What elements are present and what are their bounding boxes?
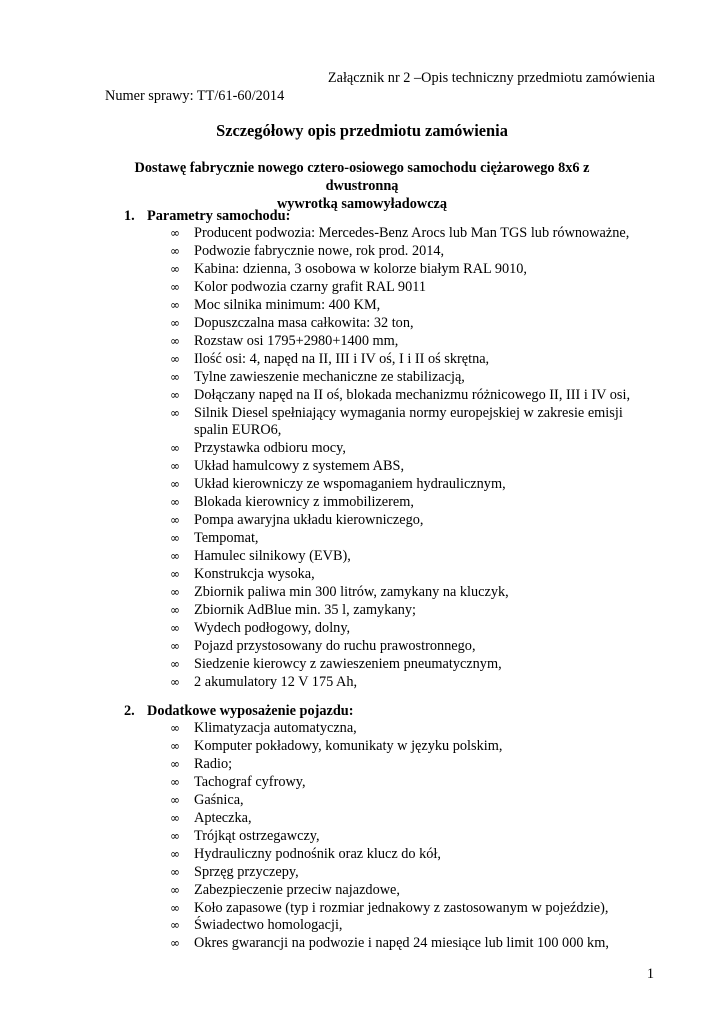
list-item-text: Świadectwo homologacji,: [194, 917, 343, 934]
infinity-bullet-icon: ∞: [170, 279, 180, 294]
infinity-bullet-icon: ∞: [170, 774, 180, 789]
list-item: [124, 351, 664, 369]
list-item: [124, 738, 664, 756]
list-item-text: Zabezpieczenie przeciw najazdowe,: [194, 881, 400, 898]
section-heading: [124, 702, 664, 720]
list-item: [124, 476, 664, 494]
list-item-text: Kabina: dzienna, 3 osobowa w kolorze białym RAL 9010,: [194, 260, 527, 277]
infinity-bullet-icon: ∞: [170, 900, 180, 915]
list-item: [124, 882, 664, 900]
equipment-list: [124, 720, 664, 953]
list-item-text: Zbiornik AdBlue min. 35 l, zamykany;: [194, 602, 416, 619]
infinity-bullet-icon: ∞: [170, 369, 180, 384]
list-item-text: Komputer pokładowy, komunikaty w języku polskim,: [194, 737, 503, 754]
infinity-bullet-icon: ∞: [170, 738, 180, 753]
infinity-bullet-icon: ∞: [170, 567, 180, 582]
list-item: [124, 656, 664, 674]
list-item: [124, 440, 664, 458]
section-title: Dodatkowe wyposażenie pojazdu:: [147, 703, 354, 719]
list-item: [124, 584, 664, 602]
list-item-text: 2 akumulatory 12 V 175 Ah,: [194, 673, 358, 690]
page-number: 1: [646, 966, 654, 982]
list-item: [124, 900, 664, 918]
list-item: [124, 674, 664, 692]
list-item-text: Siedzenie kierowcy z zawieszeniem pneumatycznym,: [194, 655, 502, 672]
document-subtitle: [100, 159, 624, 213]
list-item-text: Hamulec silnikowy (EVB),: [194, 548, 351, 565]
list-item: [124, 917, 664, 935]
list-item: [124, 369, 664, 387]
subtitle-line-1: Dostawę fabrycznie nowego cztero-osiowego samochodu ciężarowego 8x6 z dwustronną: [134, 160, 590, 194]
list-item-text: Sprzęg przyczepy,: [194, 863, 299, 880]
section-number: 1.: [124, 208, 135, 224]
list-item-text: Pojazd przystosowany do ruchu prawostronnego,: [194, 637, 476, 654]
infinity-bullet-icon: ∞: [170, 495, 180, 510]
list-item: [124, 405, 664, 441]
list-item: [124, 512, 664, 530]
list-item-text: Wydech podłogowy, dolny,: [194, 619, 351, 636]
list-item: [124, 792, 664, 810]
attachment-label: Załącznik nr 2 –Opis techniczny przedmiotu zamówienia: [327, 70, 655, 86]
list-item: [124, 243, 664, 261]
section-heading: [124, 207, 664, 225]
list-item-text: Producent podwozia: Mercedes-Benz Arocs lub Man TGS lub równoważne,: [194, 225, 630, 241]
infinity-bullet-icon: ∞: [170, 918, 180, 933]
list-item-text: Tempomat,: [194, 530, 259, 547]
list-item-text: Trójkąt ostrzegawczy,: [194, 827, 320, 844]
list-item-text: Rozstaw osi 1795+2980+1400 mm,: [194, 332, 399, 349]
list-item: [124, 315, 664, 333]
case-number: Numer sprawy: TT/61-60/2014: [105, 88, 285, 104]
list-item: [124, 566, 664, 584]
list-item: [124, 333, 664, 351]
list-item-text: Pompa awaryjna układu kierowniczego,: [194, 512, 424, 529]
list-item: [124, 774, 664, 792]
infinity-bullet-icon: ∞: [170, 405, 180, 420]
list-item-text: Podwozie fabrycznie nowe, rok prod. 2014,: [194, 242, 445, 259]
list-item-text: Apteczka,: [194, 809, 252, 826]
list-item-text: Radio;: [194, 755, 233, 772]
infinity-bullet-icon: ∞: [170, 477, 180, 492]
list-item: [124, 225, 664, 243]
infinity-bullet-icon: ∞: [170, 585, 180, 600]
infinity-bullet-icon: ∞: [170, 864, 180, 879]
infinity-bullet-icon: ∞: [170, 531, 180, 546]
list-item: [124, 458, 664, 476]
infinity-bullet-icon: ∞: [170, 810, 180, 825]
infinity-bullet-icon: ∞: [170, 441, 180, 456]
list-item-text: Tachograf cyfrowy,: [194, 773, 306, 790]
list-item-text: Przystawka odbioru mocy,: [194, 440, 346, 457]
infinity-bullet-icon: ∞: [170, 351, 180, 366]
infinity-bullet-icon: ∞: [170, 828, 180, 843]
section-title: Parametry samochodu:: [147, 208, 291, 224]
infinity-bullet-icon: ∞: [170, 936, 180, 951]
infinity-bullet-icon: ∞: [170, 243, 180, 258]
infinity-bullet-icon: ∞: [170, 674, 180, 689]
list-item-text: Klimatyzacja automatyczna,: [194, 720, 357, 736]
list-item: [124, 864, 664, 882]
list-item-text: Układ kierowniczy ze wspomaganiem hydraulicznym,: [194, 476, 506, 493]
list-item-text-line: Silnik Diesel spełniający wymagania normy europejskiej w zakresie emisji: [194, 404, 623, 421]
infinity-bullet-icon: ∞: [170, 656, 180, 671]
infinity-bullet-icon: ∞: [170, 620, 180, 635]
list-item-text: Moc silnika minimum: 400 KM,: [194, 296, 381, 313]
infinity-bullet-icon: ∞: [170, 333, 180, 348]
infinity-bullet-icon: ∞: [170, 315, 180, 330]
list-item-text: Koło zapasowe (typ i rozmiar jednakowy z zastosowanym w pojeździe),: [194, 899, 609, 916]
section-additional-equipment: [124, 702, 664, 953]
list-item: [124, 638, 664, 656]
list-item: [124, 494, 664, 512]
infinity-bullet-icon: ∞: [170, 721, 180, 735]
infinity-bullet-icon: ∞: [170, 638, 180, 653]
list-item: [124, 620, 664, 638]
list-item-text: Układ hamulcowy z systemem ABS,: [194, 458, 405, 475]
list-item: [124, 387, 664, 405]
infinity-bullet-icon: ∞: [170, 459, 180, 474]
section-vehicle-parameters: [124, 207, 664, 692]
list-item-text: Okres gwarancji na podwozie i napęd 24 miesiące lub limit 100 000 km,: [194, 935, 609, 952]
list-item-text: [194, 405, 664, 441]
list-item: [124, 297, 664, 315]
list-item-text: Kolor podwozia czarny grafit RAL 9011: [194, 278, 426, 295]
subtitle-line-2: wywrotką samowyładowczą: [276, 196, 448, 212]
list-item: [124, 828, 664, 846]
list-item: [124, 846, 664, 864]
list-item-text: Dopuszczalna masa całkowita: 32 ton,: [194, 314, 414, 331]
list-item-text: Konstrukcja wysoka,: [194, 566, 315, 583]
list-item: [124, 548, 664, 566]
infinity-bullet-icon: ∞: [170, 513, 180, 528]
infinity-bullet-icon: ∞: [170, 792, 180, 807]
infinity-bullet-icon: ∞: [170, 261, 180, 276]
infinity-bullet-icon: ∞: [170, 549, 180, 564]
parameter-list: [124, 225, 664, 692]
list-item: [124, 279, 664, 297]
document-title: Szczegółowy opis przedmiotu zamówienia: [216, 121, 508, 140]
list-item-text: Hydrauliczny podnośnik oraz klucz do kół,: [194, 845, 441, 862]
list-item: [124, 810, 664, 828]
infinity-bullet-icon: ∞: [170, 226, 180, 240]
infinity-bullet-icon: ∞: [170, 846, 180, 861]
infinity-bullet-icon: ∞: [170, 387, 180, 402]
list-item-text: Gaśnica,: [194, 791, 244, 808]
list-item-text: Zbiornik paliwa min 300 litrów, zamykany na kluczyk,: [194, 584, 509, 601]
section-number: 2.: [124, 703, 135, 719]
list-item-text: Dołączany napęd na II oś, blokada mechanizmu różnicowego II, III i IV osi,: [194, 386, 631, 403]
list-item: [124, 602, 664, 620]
list-item-text: Ilość osi: 4, napęd na II, III i IV oś, I i II oś skrętna,: [194, 350, 490, 367]
infinity-bullet-icon: ∞: [170, 297, 180, 312]
list-item: [124, 720, 664, 738]
infinity-bullet-icon: ∞: [170, 756, 180, 771]
list-item: [124, 530, 664, 548]
list-item-continuation: spalin EURO6,: [194, 422, 282, 439]
list-item: [124, 261, 664, 279]
list-item: [124, 756, 664, 774]
infinity-bullet-icon: ∞: [170, 603, 180, 618]
list-item-text: Tylne zawieszenie mechaniczne ze stabilizacją,: [194, 368, 465, 385]
list-item-text: Blokada kierownicy z immobilizerem,: [194, 494, 414, 511]
infinity-bullet-icon: ∞: [170, 882, 180, 897]
list-item: [124, 935, 664, 953]
